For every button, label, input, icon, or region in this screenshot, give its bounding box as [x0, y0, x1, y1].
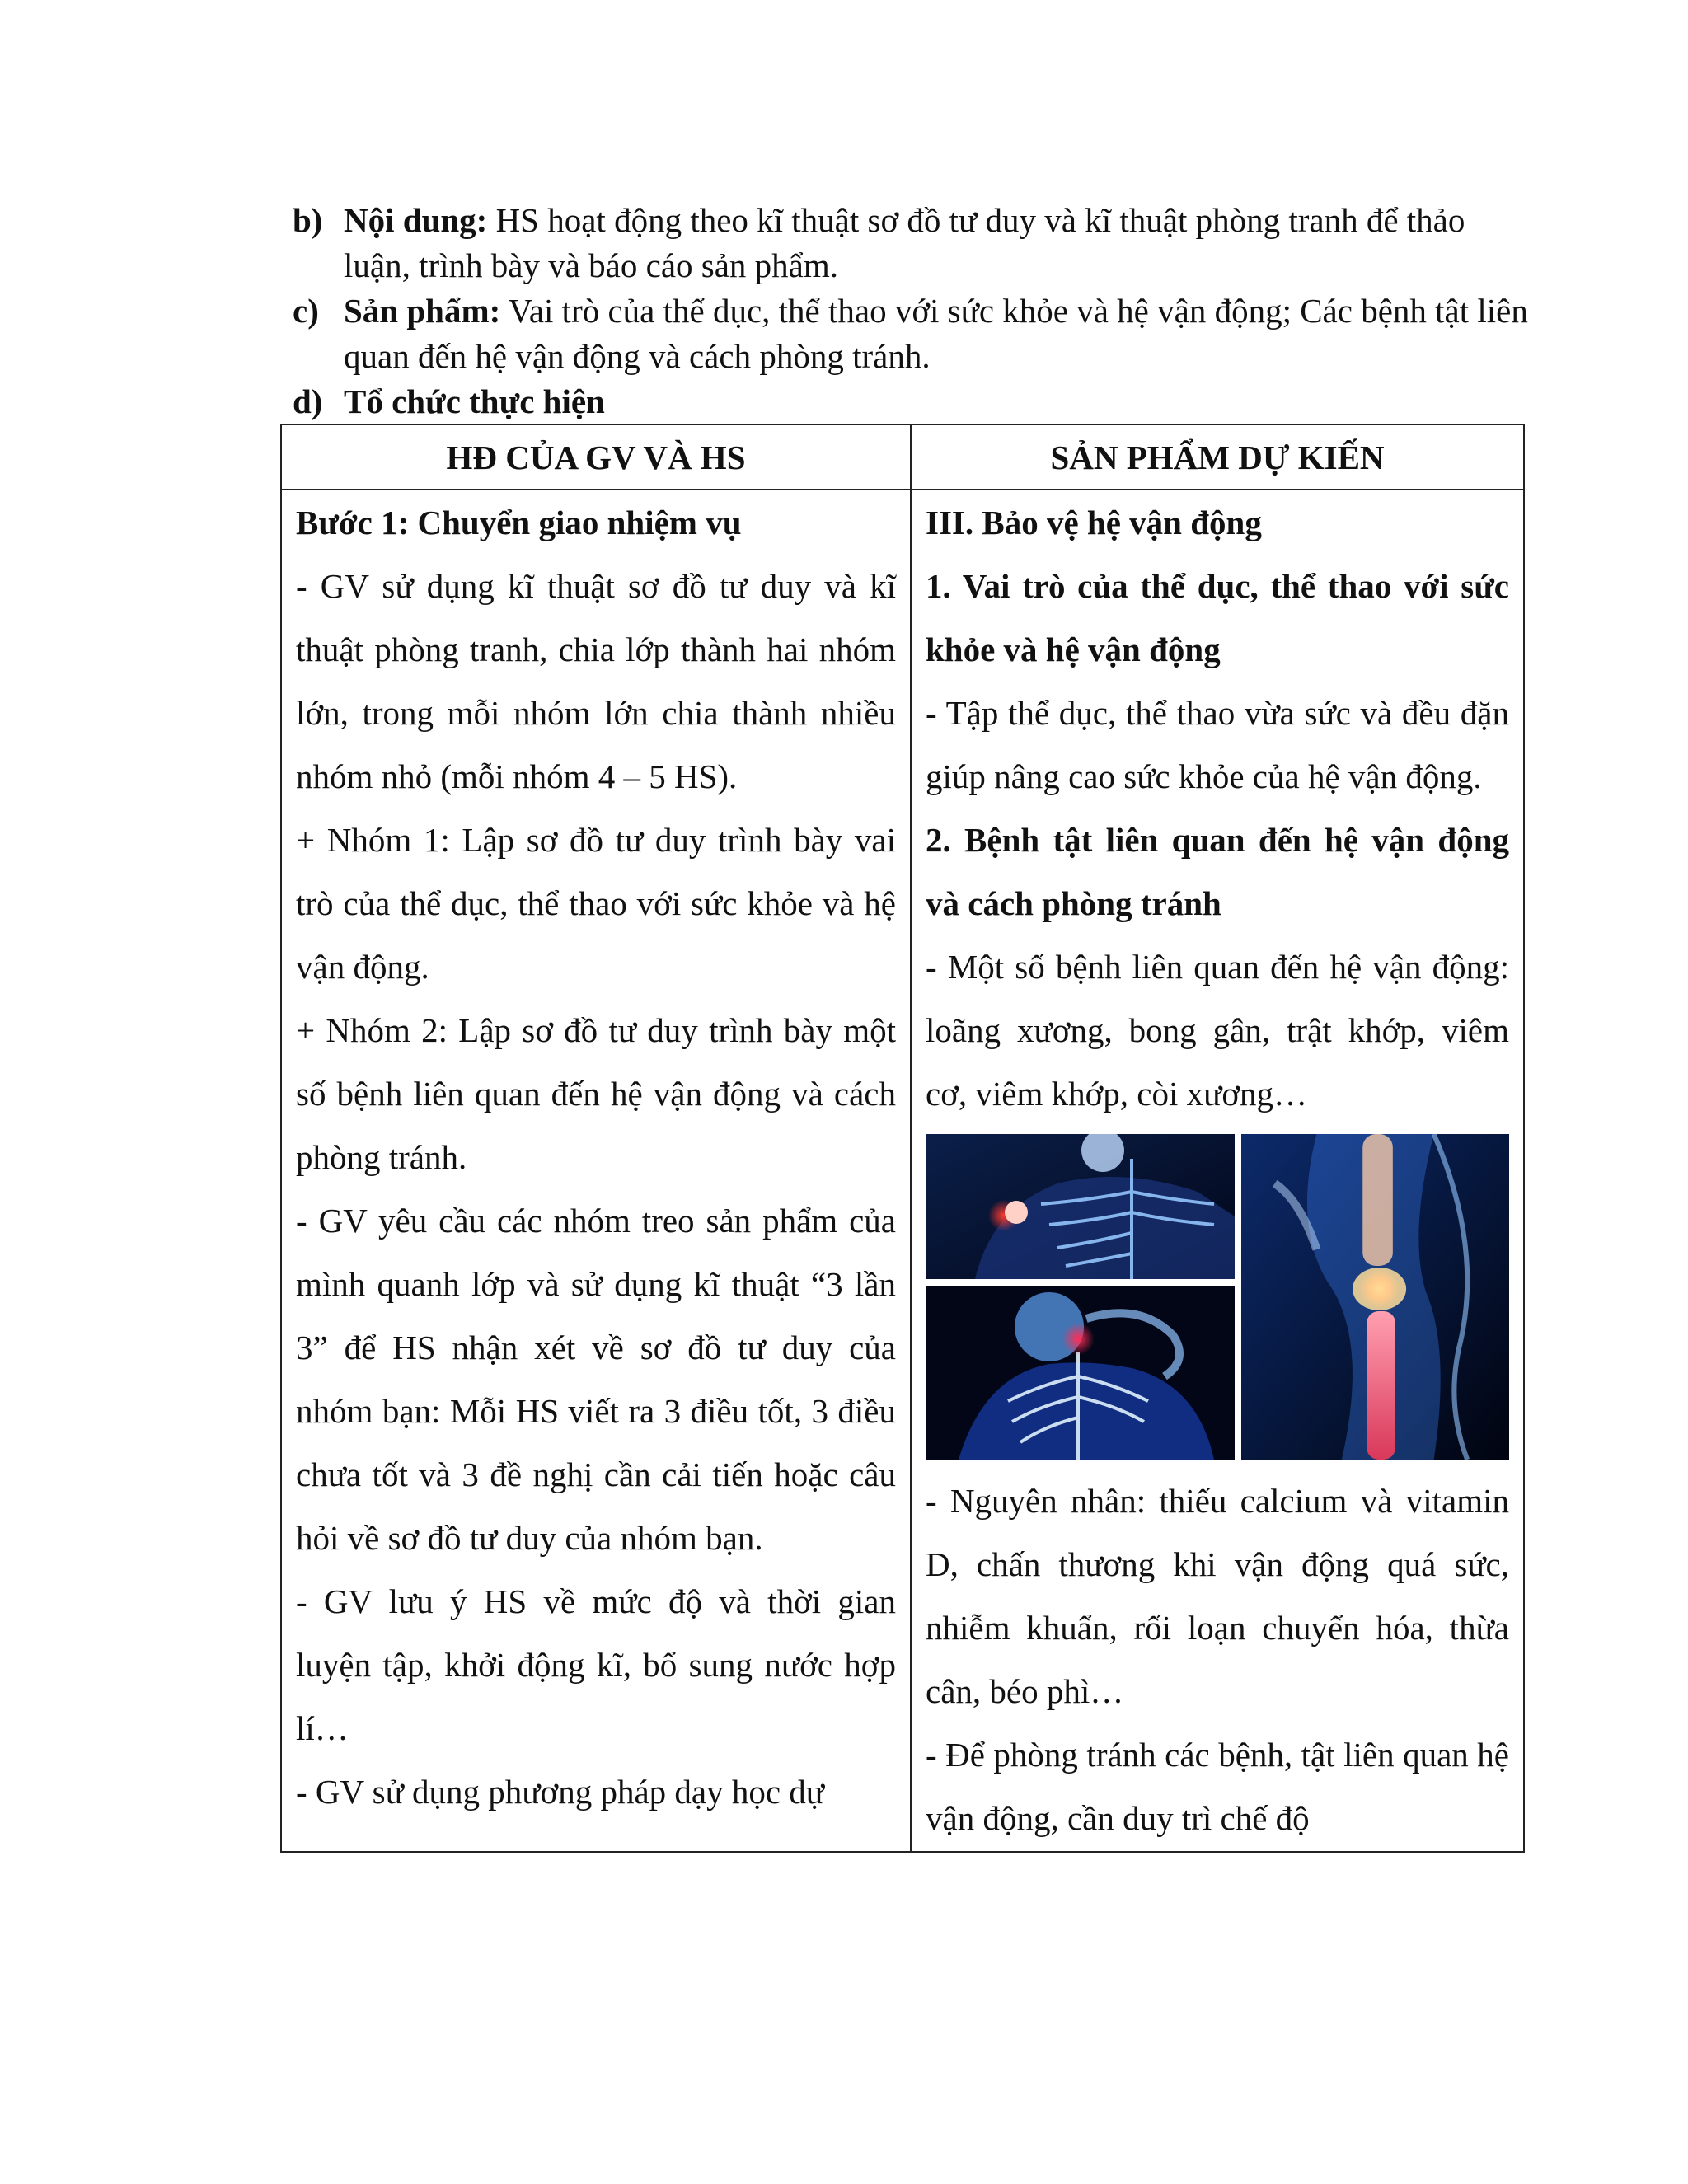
header-left: HĐ CỦA GV VÀ HS [281, 424, 911, 490]
left-paragraph: + Nhóm 1: Lập sơ đồ tư duy trình bày vai trò của thể dục, thể thao với sức khỏe và hệ vận động. [296, 821, 896, 986]
disease-images [912, 1134, 1522, 1460]
item-label: Tổ chức thực hiện [344, 382, 605, 420]
right-paragraph: - Tập thể dục, thể thao vừa sức và đều đặn giúp nâng cao sức khỏe của hệ vận động. [926, 694, 1509, 795]
header-right: SẢN PHẨM DỰ KIẾN [911, 424, 1524, 490]
table-header-row [281, 424, 1524, 490]
item-organization [293, 379, 1529, 424]
item-text [344, 198, 1529, 288]
left-paragraph: + Nhóm 2: Lập sơ đồ tư duy trình bày một số bệnh liên quan đến hệ vận động và cách phòng tránh. [296, 1011, 896, 1176]
item-label: Sản phẩm: [344, 292, 501, 330]
section-heading: III. Bảo vệ hệ vận động [926, 504, 1262, 541]
table-row [281, 490, 1524, 1852]
item-marker: d) [293, 382, 323, 420]
item-marker: b) [293, 201, 323, 239]
left-cell [281, 490, 911, 1852]
activity-table [280, 424, 1525, 1853]
right-paragraph: - Để phòng tránh các bệnh, tật liên quan hệ vận động, cần duy trì chế độ [926, 1736, 1509, 1837]
left-paragraph: - GV yêu cầu các nhóm treo sản phẩm của mình quanh lớp và sử dụng kĩ thuật “3 lần 3” để HS nhận xét về sơ đồ tư duy của nhóm bạn: Mỗi HS viết ra 3 điều tốt, 3 điều chưa tốt và 3 đề nghị cần cải tiến hoặc câu hỏi về sơ đồ tư duy của nhóm bạn. [296, 1202, 896, 1557]
item-text [344, 288, 1529, 379]
section-items [293, 198, 1529, 424]
neck-pain-image [926, 1286, 1235, 1460]
subsection-heading: 2. Bệnh tật liên quan đến hệ vận động và cách phòng tránh [926, 821, 1509, 922]
step-title: Bước 1: Chuyển giao nhiệm vụ [296, 504, 742, 541]
subsection-heading: 1. Vai trò của thể dục, thể thao với sức khỏe và hệ vận động [926, 567, 1509, 668]
right-cell [911, 490, 1524, 1852]
left-paragraph: - GV lưu ý HS về mức độ và thời gian luyện tập, khởi động kĩ, bổ sung nước hợp lí… [296, 1582, 896, 1747]
knee-pain-image [1241, 1134, 1509, 1460]
left-paragraph: - GV sử dụng kĩ thuật sơ đồ tư duy và kĩ thuật phòng tranh, chia lớp thành hai nhóm lớn, trong mỗi nhóm lớn chia thành nhiều nhóm nhỏ (mỗi nhóm 4 – 5 HS). [296, 567, 896, 795]
item-content [293, 198, 1529, 288]
right-paragraph: - Một số bệnh liên quan đến hệ vận động: loãng xương, bong gân, trật khớp, viêm cơ, viêm khớp, còi xương… [926, 948, 1509, 1113]
item-marker: c) [293, 292, 319, 330]
item-product [293, 288, 1529, 379]
item-label: Nội dung: [344, 201, 488, 239]
image-stack [926, 1134, 1235, 1460]
left-paragraph: - GV sử dụng phương pháp dạy học dự [296, 1773, 825, 1811]
item-text [344, 379, 1529, 424]
item-body: Vai trò của thể dục, thể thao với sức khỏe và hệ vận động; Các bệnh tật liên quan đến hệ vận động và cách phòng tránh. [344, 292, 1528, 375]
item-body: HS hoạt động theo kĩ thuật sơ đồ tư duy và kĩ thuật phòng tranh để thảo luận, trình bày và báo cáo sản phẩm. [344, 201, 1465, 284]
right-paragraph: - Nguyên nhân: thiếu calcium và vitamin D, chấn thương khi vận động quá sức, nhiễm khuẩn, rối loạn chuyển hóa, thừa cân, béo phì… [926, 1482, 1509, 1710]
shoulder-pain-image [926, 1134, 1235, 1279]
